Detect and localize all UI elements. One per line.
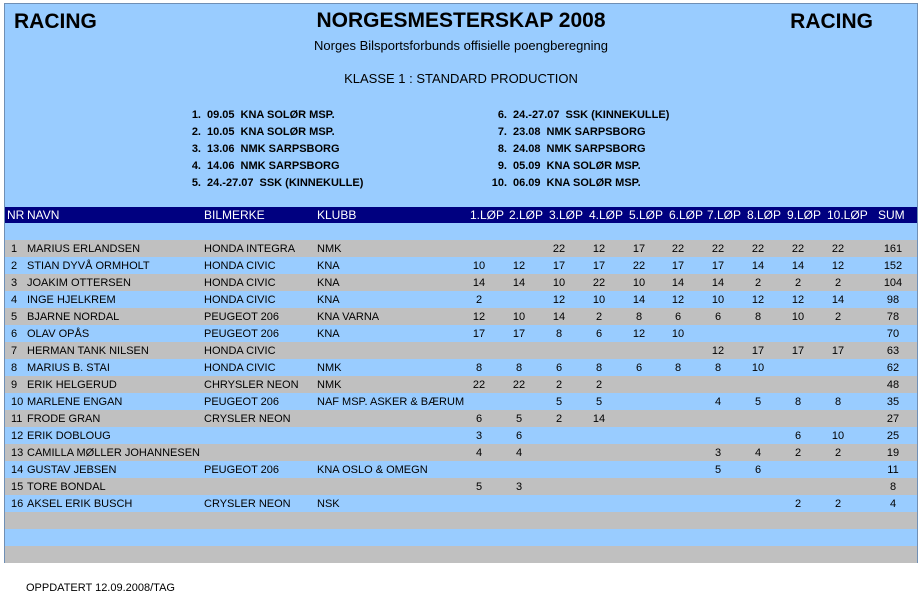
cell-lop-5: 10 <box>632 277 646 289</box>
cell-lop-6: 10 <box>671 328 685 340</box>
cell-lop-3: 6 <box>555 362 563 374</box>
cell-navn: TORE BONDAL <box>27 481 106 493</box>
cell-klubb: KNA <box>317 260 340 272</box>
cell-lop-1: 17 <box>472 328 486 340</box>
cell-bil: HONDA CIVIC <box>204 362 276 374</box>
cell-bil: PEUGEOT 206 <box>204 464 279 476</box>
table-row <box>5 393 917 410</box>
col-klubb: KLUBB <box>317 208 357 222</box>
col-nr: NR <box>7 208 25 222</box>
cell-lop-9: 12 <box>791 294 805 306</box>
race-number: 10. <box>491 177 507 189</box>
cell-bil: CRYSLER NEON <box>204 413 291 425</box>
cell-nr: 11 <box>11 413 23 425</box>
table-row <box>5 427 917 444</box>
race-club: NMK SARPSBORG <box>546 143 646 155</box>
race-number: 8. <box>497 143 507 155</box>
race-date: 10.05 <box>207 126 235 138</box>
cell-navn: STIAN DYVÅ ORMHOLT <box>27 260 150 272</box>
cell-bil: HONDA CIVIC <box>204 345 276 357</box>
cell-lop-1: 10 <box>472 260 486 272</box>
cell-lop-10: 10 <box>831 430 845 442</box>
cell-lop-4: 2 <box>595 311 603 323</box>
cell-lop-7: 4 <box>714 396 722 408</box>
cell-navn: ERIK HELGERUD <box>27 379 117 391</box>
race-number: 4. <box>191 160 201 172</box>
table-row <box>5 274 917 291</box>
cell-lop-7: 14 <box>711 277 725 289</box>
col-lop-3: 3.LØP <box>549 208 584 222</box>
race-club: NMK SARPSBORG <box>546 126 646 138</box>
cell-nr: 4 <box>11 294 18 306</box>
cell-lop-2: 14 <box>512 277 526 289</box>
cell-lop-6: 6 <box>674 311 682 323</box>
cell-bil: CRYSLER NEON <box>204 498 291 510</box>
cell-lop-5: 8 <box>635 311 643 323</box>
col-navn: NAVN <box>27 208 60 222</box>
cell-lop-10: 22 <box>831 243 845 255</box>
cell-sum: 8 <box>889 481 897 493</box>
spacer-row <box>5 512 917 529</box>
race-club: SSK (KINNEKULLE) <box>565 109 670 121</box>
cell-navn: AKSEL ERIK BUSCH <box>27 498 133 510</box>
cell-klubb: NMK <box>317 243 342 255</box>
cell-lop-9: 10 <box>791 311 805 323</box>
cell-lop-10: 2 <box>834 498 842 510</box>
cell-lop-8: 22 <box>751 243 765 255</box>
cell-lop-10: 2 <box>834 277 842 289</box>
cell-lop-8: 14 <box>751 260 765 272</box>
table-row <box>5 257 917 274</box>
cell-klubb: KNA VARNA <box>317 311 380 323</box>
race-club: KNA SOLØR MSP. <box>546 160 641 172</box>
race-date: 24.08 <box>513 143 541 155</box>
race-date: 13.06 <box>207 143 235 155</box>
table-row <box>5 376 917 393</box>
col-lop-10: 10.LØP <box>827 208 868 222</box>
cell-nr: 8 <box>11 362 18 374</box>
cell-lop-6: 8 <box>674 362 682 374</box>
cell-nr: 10 <box>11 396 24 408</box>
cell-bil: HONDA CIVIC <box>204 260 276 272</box>
cell-lop-1: 4 <box>475 447 483 459</box>
cell-lop-3: 2 <box>555 379 563 391</box>
race-club: KNA SOLØR MSP. <box>240 126 335 138</box>
cell-lop-7: 10 <box>711 294 725 306</box>
cell-lop-2: 17 <box>512 328 526 340</box>
cell-navn: HERMAN TANK NILSEN <box>27 345 149 357</box>
race-item <box>491 177 641 189</box>
racing-tag-right: RACING <box>790 10 873 33</box>
cell-lop-8: 12 <box>751 294 765 306</box>
cell-navn: INGE HJELKREM <box>27 294 116 306</box>
cell-lop-2: 22 <box>512 379 526 391</box>
col-lop-8: 8.LØP <box>747 208 782 222</box>
cell-sum: 62 <box>886 362 900 374</box>
race-date: 09.05 <box>207 109 235 121</box>
race-number: 1. <box>191 109 201 121</box>
race-item <box>185 177 363 189</box>
cell-navn: BJARNE NORDAL <box>27 311 120 323</box>
cell-nr: 13 <box>11 447 24 459</box>
col-sum: SUM <box>878 208 905 222</box>
cell-nr: 16 <box>11 498 24 510</box>
cell-lop-5: 17 <box>632 243 646 255</box>
cell-lop-4: 10 <box>592 294 606 306</box>
race-number: 3. <box>191 143 201 155</box>
cell-navn: MARLENE ENGAN <box>27 396 123 408</box>
race-item <box>185 143 340 155</box>
race-item <box>491 143 646 155</box>
cell-lop-2: 10 <box>512 311 526 323</box>
cell-lop-7: 5 <box>714 464 722 476</box>
cell-nr: 7 <box>11 345 18 357</box>
cell-sum: 70 <box>886 328 900 340</box>
cell-bil: CHRYSLER NEON <box>204 379 299 391</box>
page-title: NORGESMESTERSKAP 2008 <box>316 9 606 32</box>
cell-lop-8: 6 <box>754 464 762 476</box>
cell-bil: PEUGEOT 206 <box>204 396 279 408</box>
cell-lop-6: 12 <box>671 294 685 306</box>
cell-nr: 14 <box>11 464 24 476</box>
table-row <box>5 495 917 512</box>
race-date: 14.06 <box>207 160 235 172</box>
cell-lop-3: 8 <box>555 328 563 340</box>
cell-lop-2: 3 <box>515 481 523 493</box>
cell-sum: 27 <box>886 413 900 425</box>
spacer-row <box>5 529 917 546</box>
cell-lop-7: 3 <box>714 447 722 459</box>
race-number: 2. <box>191 126 201 138</box>
updated-note: OPPDATERT 12.09.2008/TAG <box>26 582 175 594</box>
cell-lop-4: 12 <box>592 243 606 255</box>
cell-lop-7: 17 <box>711 260 725 272</box>
racing-tag-left: RACING <box>14 10 97 33</box>
cell-lop-7: 12 <box>711 345 725 357</box>
cell-lop-3: 5 <box>555 396 563 408</box>
race-item <box>185 109 335 121</box>
race-date: 06.09 <box>513 177 541 189</box>
cell-bil: PEUGEOT 206 <box>204 328 279 340</box>
race-date: 24.-27.07 <box>207 177 254 189</box>
table-row <box>5 325 917 342</box>
cell-lop-4: 6 <box>595 328 603 340</box>
cell-lop-1: 5 <box>475 481 483 493</box>
race-item <box>185 126 335 138</box>
cell-bil: HONDA INTEGRA <box>204 243 296 255</box>
col-lop-5: 5.LØP <box>629 208 664 222</box>
cell-klubb: KNA <box>317 328 340 340</box>
race-number: 9. <box>497 160 507 172</box>
cell-lop-9: 17 <box>791 345 805 357</box>
cell-lop-3: 22 <box>552 243 566 255</box>
cell-lop-8: 10 <box>751 362 765 374</box>
cell-klubb: KNA <box>317 294 340 306</box>
cell-lop-7: 6 <box>714 311 722 323</box>
cell-lop-8: 5 <box>754 396 762 408</box>
cell-lop-5: 14 <box>632 294 646 306</box>
cell-navn: MARIUS B. STAI <box>27 362 110 374</box>
cell-navn: FRODE GRAN <box>27 413 101 425</box>
cell-lop-3: 17 <box>552 260 566 272</box>
cell-lop-3: 14 <box>552 311 566 323</box>
cell-klubb: NMK <box>317 362 342 374</box>
cell-lop-9: 6 <box>794 430 802 442</box>
col-lop-4: 4.LØP <box>589 208 624 222</box>
cell-nr: 6 <box>11 328 18 340</box>
table-row <box>5 291 917 308</box>
cell-navn: GUSTAV JEBSEN <box>27 464 117 476</box>
race-date: 24.-27.07 <box>513 109 560 121</box>
cell-lop-8: 4 <box>754 447 762 459</box>
cell-sum: 19 <box>886 447 900 459</box>
cell-lop-4: 2 <box>595 379 603 391</box>
race-date: 05.09 <box>513 160 541 172</box>
cell-lop-10: 17 <box>831 345 845 357</box>
cell-nr: 1 <box>11 243 18 255</box>
spacer-row <box>5 223 917 240</box>
cell-klubb: NSK <box>317 498 340 510</box>
cell-lop-10: 2 <box>834 447 842 459</box>
cell-lop-2: 8 <box>515 362 523 374</box>
cell-lop-1: 8 <box>475 362 483 374</box>
table-header <box>5 207 917 223</box>
cell-lop-7: 22 <box>711 243 725 255</box>
cell-lop-5: 6 <box>635 362 643 374</box>
cell-sum: 48 <box>886 379 900 391</box>
col-lop-2: 2.LØP <box>509 208 544 222</box>
cell-lop-4: 8 <box>595 362 603 374</box>
table-row <box>5 478 917 495</box>
cell-lop-5: 22 <box>632 260 646 272</box>
cell-lop-4: 22 <box>592 277 606 289</box>
cell-lop-10: 8 <box>834 396 842 408</box>
cell-sum: 4 <box>889 498 897 510</box>
table-row <box>5 240 917 257</box>
cell-navn: ERIK DOBLOUG <box>27 430 111 442</box>
cell-lop-9: 8 <box>794 396 802 408</box>
cell-sum: 25 <box>886 430 900 442</box>
col-lop-9: 9.LØP <box>787 208 822 222</box>
cell-klubb: KNA OSLO & OMEGN <box>317 464 428 476</box>
table-row <box>5 461 917 478</box>
cell-navn: JOAKIM OTTERSEN <box>27 277 131 289</box>
cell-lop-8: 8 <box>754 311 762 323</box>
col-bilmerke: BILMERKE <box>204 208 265 222</box>
cell-nr: 12 <box>11 430 24 442</box>
race-club: KNA SOLØR MSP. <box>240 109 335 121</box>
table-row <box>5 444 917 461</box>
cell-lop-2: 4 <box>515 447 523 459</box>
cell-sum: 35 <box>886 396 900 408</box>
cell-lop-8: 17 <box>751 345 765 357</box>
race-item <box>491 160 641 172</box>
table-row <box>5 308 917 325</box>
race-club: NMK SARPSBORG <box>240 160 340 172</box>
cell-lop-3: 2 <box>555 413 563 425</box>
cell-klubb: KNA <box>317 277 340 289</box>
cell-lop-2: 5 <box>515 413 523 425</box>
cell-lop-10: 14 <box>831 294 845 306</box>
cell-lop-9: 2 <box>794 447 802 459</box>
race-date: 23.08 <box>513 126 541 138</box>
cell-lop-6: 22 <box>671 243 685 255</box>
cell-lop-1: 14 <box>472 277 486 289</box>
race-item <box>185 160 340 172</box>
cell-lop-7: 8 <box>714 362 722 374</box>
race-club: SSK (KINNEKULLE) <box>259 177 364 189</box>
race-item <box>491 109 669 121</box>
cell-lop-2: 6 <box>515 430 523 442</box>
cell-navn: CAMILLA MØLLER JOHANNESEN <box>27 447 200 459</box>
cell-lop-10: 2 <box>834 311 842 323</box>
cell-lop-4: 14 <box>592 413 606 425</box>
col-lop-1: 1.LØP <box>470 208 505 222</box>
race-item <box>491 126 646 138</box>
cell-lop-5: 12 <box>632 328 646 340</box>
cell-lop-1: 6 <box>475 413 483 425</box>
cell-bil: PEUGEOT 206 <box>204 311 279 323</box>
table-row <box>5 342 917 359</box>
cell-navn: MARIUS ERLANDSEN <box>27 243 141 255</box>
race-number: 5. <box>191 177 201 189</box>
table-row <box>5 359 917 376</box>
cell-sum: 98 <box>886 294 900 306</box>
cell-sum: 63 <box>886 345 900 357</box>
page-subtitle: Norges Bilsportsforbunds offisielle poengberegning <box>314 38 608 53</box>
cell-nr: 15 <box>11 481 24 493</box>
cell-sum: 152 <box>883 260 903 272</box>
race-club: KNA SOLØR MSP. <box>546 177 641 189</box>
cell-navn: OLAV OPÅS <box>27 328 90 340</box>
cell-bil: HONDA CIVIC <box>204 294 276 306</box>
cell-nr: 9 <box>11 379 18 391</box>
cell-lop-6: 17 <box>671 260 685 272</box>
cell-lop-3: 12 <box>552 294 566 306</box>
cell-sum: 78 <box>886 311 900 323</box>
col-lop-7: 7.LØP <box>707 208 742 222</box>
cell-lop-8: 2 <box>754 277 762 289</box>
cell-lop-6: 14 <box>671 277 685 289</box>
cell-lop-9: 2 <box>794 277 802 289</box>
cell-lop-1: 2 <box>475 294 483 306</box>
cell-lop-9: 2 <box>794 498 802 510</box>
cell-nr: 2 <box>11 260 18 272</box>
cell-lop-9: 14 <box>791 260 805 272</box>
cell-lop-4: 17 <box>592 260 606 272</box>
cell-lop-2: 12 <box>512 260 526 272</box>
cell-lop-1: 3 <box>475 430 483 442</box>
table-row <box>5 410 917 427</box>
col-lop-6: 6.LØP <box>669 208 704 222</box>
spacer-row <box>5 546 917 563</box>
cell-lop-10: 12 <box>831 260 845 272</box>
cell-lop-4: 5 <box>595 396 603 408</box>
cell-klubb: NMK <box>317 379 342 391</box>
cell-lop-9: 22 <box>791 243 805 255</box>
class-label: KLASSE 1 : STANDARD PRODUCTION <box>344 71 578 86</box>
cell-sum: 104 <box>883 277 903 289</box>
standings-sheet <box>4 3 918 563</box>
cell-lop-1: 22 <box>472 379 486 391</box>
cell-lop-1: 12 <box>472 311 486 323</box>
race-number: 7. <box>497 126 507 138</box>
cell-nr: 5 <box>11 311 18 323</box>
race-number: 6. <box>497 109 507 121</box>
race-club: NMK SARPSBORG <box>240 143 340 155</box>
cell-sum: 161 <box>883 243 903 255</box>
cell-sum: 11 <box>887 464 899 476</box>
cell-lop-3: 10 <box>552 277 566 289</box>
cell-nr: 3 <box>11 277 18 289</box>
cell-bil: HONDA CIVIC <box>204 277 276 289</box>
cell-klubb: NAF MSP. ASKER & BÆRUM <box>317 396 465 408</box>
